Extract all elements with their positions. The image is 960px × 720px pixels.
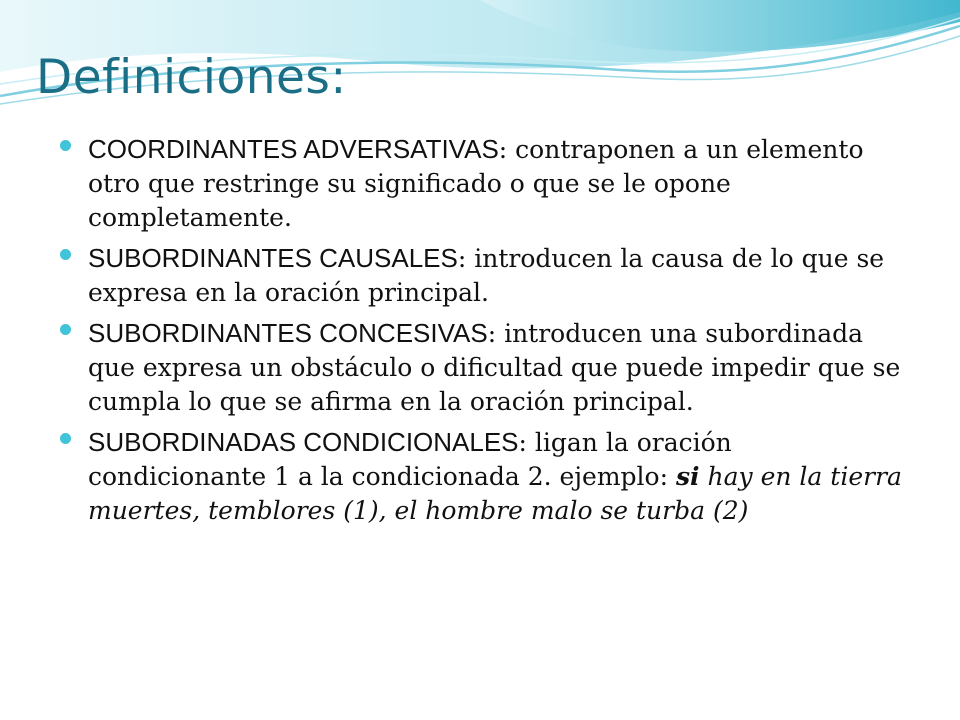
- bullet-icon: [60, 140, 71, 151]
- item-text: : introducen una subordinada que expresa un obstáculo o dificultad que puede impedir que se cumpla lo que se afirma en la oración principal.: [88, 319, 901, 416]
- list-item: [60, 316, 910, 419]
- item-text: : introducen la causa de lo que se expresa en la oración principal.: [88, 244, 885, 307]
- slide-title: Definiciones:: [36, 50, 347, 105]
- item-term: COORDINANTES ADVERSATIVAS: [88, 134, 499, 164]
- bullet-icon: [60, 249, 71, 260]
- item-term: SUBORDINANTES CAUSALES: [88, 243, 458, 273]
- list-item: [60, 132, 910, 235]
- definitions-list: [60, 132, 910, 534]
- list-item: [60, 425, 910, 528]
- item-text: : ligan la oración condicionante 1 a la condicionada 2. ejemplo:: [88, 428, 732, 491]
- bullet-icon: [60, 433, 71, 444]
- item-term: SUBORDINANTES CONCESIVAS: [88, 318, 488, 348]
- bullet-icon: [60, 324, 71, 335]
- example-keyword: si: [675, 462, 700, 491]
- example-text: hay en la tierra muertes, temblores (1), el hombre malo se turba (2): [88, 462, 902, 525]
- item-term: SUBORDINADAS CONDICIONALES: [88, 427, 519, 457]
- list-item: [60, 241, 910, 310]
- item-text: : contraponen a un elemento otro que restringe su significado o que se le opone completamente.: [88, 135, 864, 232]
